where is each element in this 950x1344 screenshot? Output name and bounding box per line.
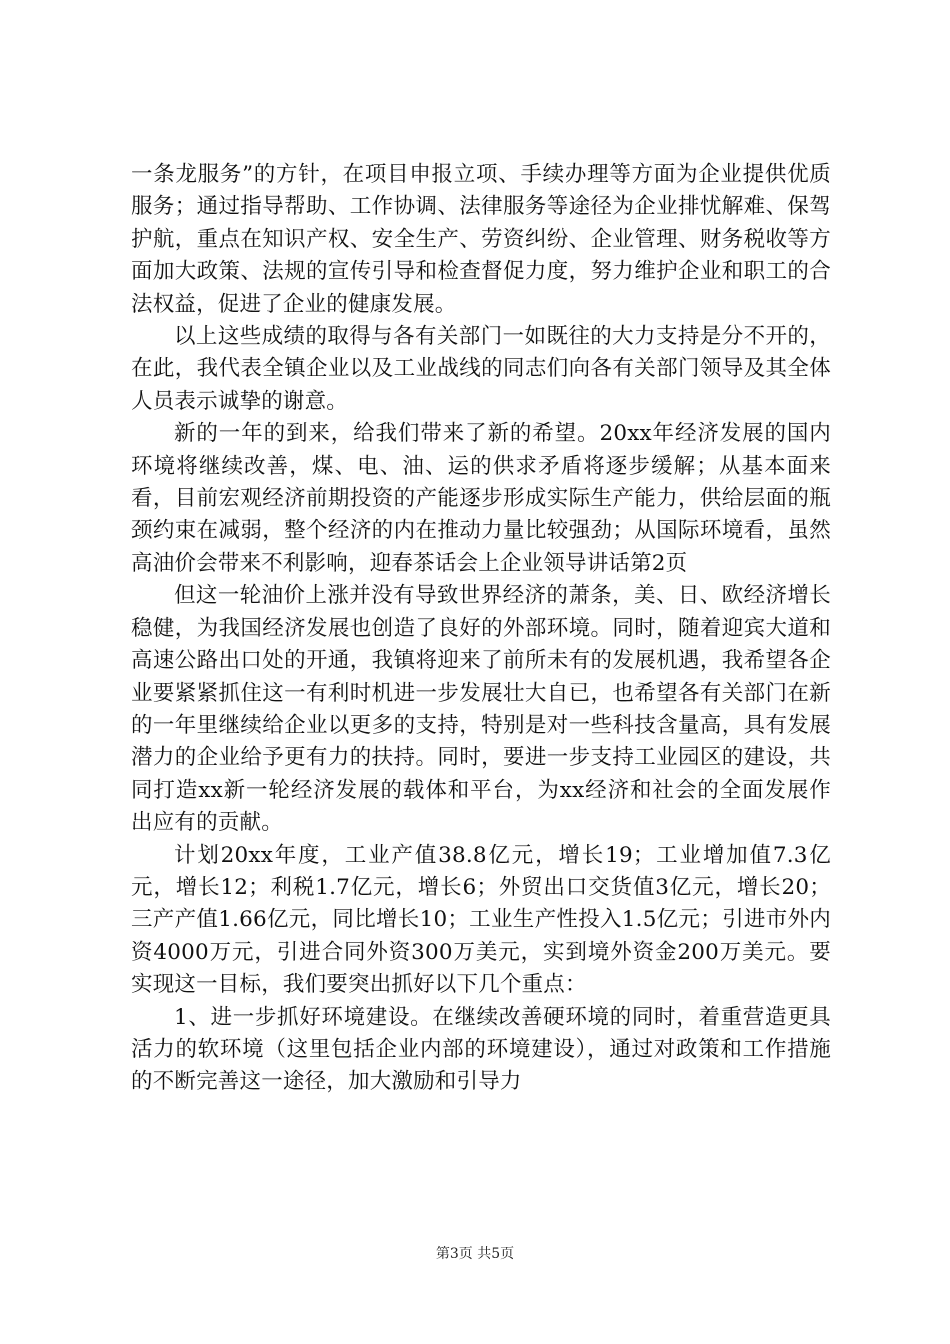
document-body xyxy=(131,159,831,1099)
paragraph-outlook: 新的一年的到来，给我们带来了新的希望。20xx年经济发展的国内环境将继续改善，煤、电、油、运的供求矛盾将逐步缓解；从基本面来看，目前宏观经济前期投资的产能逐步形成实际生产能力，供给层面的瓶颈约束在减弱，整个经济的内在推动力量比较强劲；从国际环境看，虽然高油价会带来不利影响，迎春茶话会上企业领导讲话第2页 xyxy=(131,421,831,576)
paragraph-continuation: 一条龙服务”的方针，在项目申报立项、手续办理等方面为企业提供优质服务；通过指导帮助、工作协调、法律服务等途径为企业排忧解难、保驾护航，重点在知识产权、安全生产、劳资纠纷、企业管理、财务税收等方面加大政策、法规的宣传引导和检查督促力度，努力维护企业和职工的合法权益，促进了企业的健康发展。 xyxy=(131,162,831,317)
paragraph-opportunity: 但这一轮油价上涨并没有导致世界经济的萧条，美、日、欧经济增长稳健，为我国经济发展也创造了良好的外部环境。同时，随着迎宾大道和高速公路出口处的开通，我镇将迎来了前所未有的发展机遇，我希望各企业要紧紧抓住这一有利时机进一步发展壮大自已，也希望各有关部门在新的一年里继续给企业以更多的支持，特别是对一些科技含量高，具有发展潜力的企业给予更有力的扶持。同时，要进一步支持工业园区的建设，共同打造xx新一轮经济发展的载体和平台，为xx经济和社会的全面发展作出应有的贡献。 xyxy=(131,583,831,836)
paragraph-plan: 计划20xx年度，工业产值38.8亿元，增长19；工业增加值7.3亿元，增长12；利税1.7亿元，增长6；外贸出口交货值3亿元，增长20；三产产值1.66亿元，同比增长10；工业生产性投入1.5亿元；引进市外内资4000万元，引进合同外资300万美元，实到境外资金200万美元。要实现这一目标，我们要突出抓好以下几个重点： xyxy=(131,842,831,998)
paragraph-point-1: 1、进一步抓好环境建设。在继续改善硬环境的同时，着重营造更具活力的软环境（这里包括企业内部的环境建设），通过对政策和工作措施的不断完善这一途径，加大激励和引导力 xyxy=(131,1004,831,1095)
page-footer: 第3页 共5页 xyxy=(435,1246,515,1262)
paragraph-thanks: 以上这些成绩的取得与各有关部门一如既往的大力支持是分不开的，在此，我代表全镇企业以及工业战线的同志们向各有关部门领导及其全体人员表示诚挚的谢意。 xyxy=(131,324,831,414)
